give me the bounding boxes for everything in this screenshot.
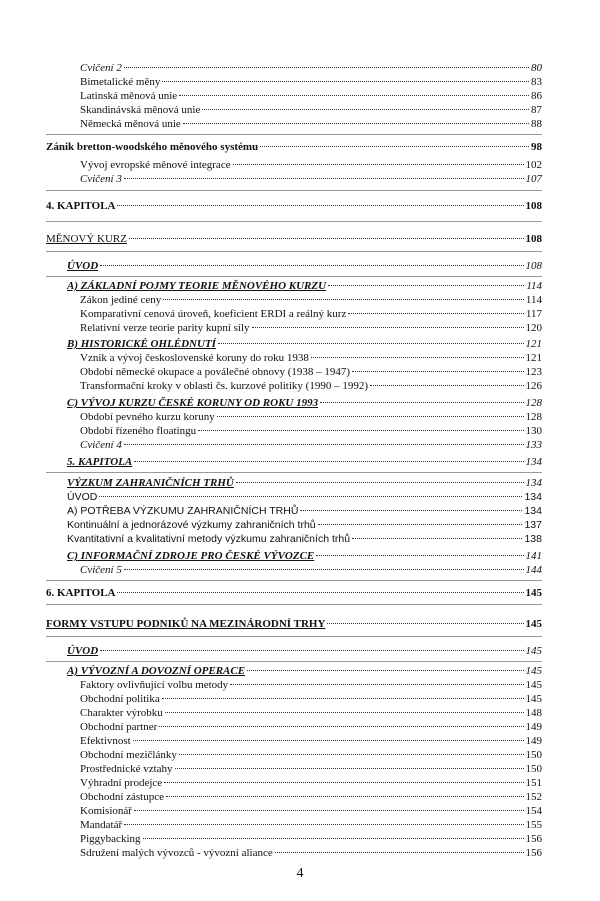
toc-entry [80,158,542,172]
dot-leader [124,444,524,445]
toc-entry [80,804,542,818]
toc-entry-page: 133 [525,439,542,451]
toc-entry-label: Cvičení 4 [80,439,122,451]
toc-entry [80,846,542,860]
dot-leader [165,712,524,713]
toc-entry-label: Charakter výrobku [80,707,163,719]
toc-entry-page: 152 [525,791,542,803]
toc-entry [46,617,542,631]
toc-entry-label: Německá měnová unie [80,118,181,130]
toc-entry [80,172,542,186]
toc-entry [80,776,542,790]
toc-entry-label: Komisionář [80,805,132,817]
toc-entry-label: 5. KAPITOLA [67,456,133,468]
toc-entry [80,351,542,365]
dot-leader [260,146,529,147]
toc-entry-page: 148 [525,707,542,719]
toc-entry [67,455,542,469]
toc-entry [67,504,542,518]
toc-entry-page: 123 [525,366,542,378]
toc-entry-label: Sdružení malých vývozců - vývozní aliance [80,847,273,859]
toc-entry-page: 149 [525,721,542,733]
toc-entry [67,532,542,546]
toc-entry-page: 134 [525,456,542,468]
toc-entry-label: Kontinuální a jednorázové výzkumy zahraničních trhů [67,519,316,531]
toc-entry [67,259,542,273]
toc-entry-page: 87 [531,104,542,116]
section-divider [46,251,542,252]
dot-leader [370,385,524,386]
toc-entry [80,61,542,75]
toc-entry-label: Obchodní mezičlánky [80,749,177,761]
dot-leader [179,95,529,96]
dot-leader [233,164,524,165]
toc-entry [67,490,542,504]
toc-entry-label: Skandinávská měnová unie [80,104,201,116]
toc-entry-page: 80 [531,62,542,74]
toc-entry [80,307,542,321]
section-divider [46,472,542,473]
toc-entry [80,438,542,452]
dot-leader [352,538,522,539]
dot-leader [247,670,523,671]
toc-entry-label: A) ZÁKLADNÍ POJMY TEORIE MĚNOVÉHO KURZU [67,280,327,292]
toc-entry-page: 107 [525,173,542,185]
toc-entry [80,720,542,734]
dot-leader [275,852,524,853]
toc-entry [80,762,542,776]
toc-entry [80,89,542,103]
toc-entry-page: 108 [525,233,542,245]
dot-leader [134,461,523,462]
toc-entry-page: 145 [525,679,542,691]
dot-leader [163,299,524,300]
toc-entry-page: 155 [525,819,542,831]
toc-entry-page: 102 [525,159,542,171]
toc-entry-page: 156 [525,833,542,845]
toc-entry [46,586,542,600]
dot-leader [175,768,524,769]
dot-leader [124,67,529,68]
dot-leader [230,684,523,685]
dot-leader [117,205,523,206]
toc-entry-label: ÚVOD [67,645,99,657]
dot-leader [352,371,523,372]
toc-entry-page: 145 [525,645,542,657]
dot-leader [162,81,529,82]
toc-entry-page: 144 [525,564,542,576]
toc-entry-label: Cvičení 2 [80,62,122,74]
dot-leader [117,592,523,593]
toc-entry [67,396,542,410]
toc-entry-label: Období řízeného floatingu [80,425,197,437]
toc-entry [67,337,542,351]
toc-entry-label: ÚVOD [67,260,99,272]
dot-leader [202,109,529,110]
dot-leader [183,123,529,124]
toc-entry-label: B) HISTORICKÉ OHLÉDNUTÍ [67,338,216,350]
dot-leader [328,285,524,286]
section-divider [46,604,542,605]
section-divider [46,221,542,222]
toc-entry-label: Vznik a vývoj československé koruny do roku 1938 [80,352,309,364]
toc-entry-page: 83 [531,76,542,88]
dot-leader [166,796,524,797]
toc-entry-page: 134 [524,491,542,503]
toc-entry-label: Relativní verze teorie parity kupní síly [80,322,250,334]
toc-entry-page: 134 [524,505,542,517]
toc-entry-page: 149 [525,735,542,747]
dot-leader [198,430,523,431]
toc-entry [67,518,542,532]
toc-entry-page: 145 [525,693,542,705]
toc-entry [80,365,542,379]
toc-entry-label: Kvantitativní a kvalitativní metody výzkumu zahraničních trhů [67,533,351,545]
toc-entry-label: 6. KAPITOLA [46,587,116,599]
toc-entry [80,790,542,804]
toc-entry-label: Vývoj evropské měnové integrace [80,159,231,171]
toc-entry-label: Latinská měnová unie [80,90,178,102]
toc-entry [80,410,542,424]
toc-entry-page: 130 [525,425,542,437]
section-divider [46,636,542,637]
toc-entry-page: 121 [525,338,542,350]
section-divider [46,190,542,191]
toc-entry [80,75,542,89]
dot-leader [164,782,523,783]
toc-entry [67,549,542,563]
dot-leader [134,810,524,811]
toc-entry-page: 137 [524,519,542,531]
toc-entry-page: 108 [525,260,542,272]
toc-entry [67,644,542,658]
toc-entry-label: Faktory ovlivňující volbu metody [80,679,229,691]
toc-entry-label: Efektivnost [80,735,131,747]
toc-entry [80,706,542,720]
toc-entry-page: 138 [524,533,542,545]
toc-entry [80,832,542,846]
toc-entry [80,734,542,748]
dot-leader [162,698,524,699]
dot-leader [218,343,524,344]
toc-entry [80,379,542,393]
dot-leader [124,569,524,570]
toc-entry [67,476,542,490]
toc-entry [46,199,542,213]
toc-entry-label: Transformační kroky v oblasti čs. kurzové politiky (1990 – 1992) [80,380,368,392]
toc-entry-page: 145 [525,665,542,677]
toc-entry [67,664,542,678]
dot-leader [311,357,524,358]
toc-entry [80,563,542,577]
toc-entry-page: 98 [531,141,542,153]
toc-entry-page: 128 [525,397,542,409]
toc-entry [80,692,542,706]
toc-entry-label: ÚVOD [67,491,98,503]
toc-entry-page: 117 [525,308,542,320]
toc-entry-label: C) INFORMAČNÍ ZDROJE PRO ČESKÉ VÝVOZCE [67,550,315,562]
dot-leader [316,555,523,556]
toc-entry-page: 141 [525,550,542,562]
dot-leader [159,726,523,727]
dot-leader [100,265,523,266]
dot-leader [327,623,523,624]
toc-entry-page: 156 [525,847,542,859]
toc-entry-label: A) VÝVOZNÍ A DOVOZNÍ OPERACE [67,665,246,677]
dot-leader [143,838,524,839]
toc-entry-label: MĚNOVÝ KURZ [46,233,127,245]
toc-entry-page: 88 [531,118,542,130]
toc-entry [80,424,542,438]
toc-entry-label: Období pevného kurzu koruny [80,411,215,423]
page-number: 4 [296,866,304,881]
toc-entry-page: 151 [525,777,542,789]
dot-leader [133,740,524,741]
toc-entry [46,232,542,246]
toc-entry [46,140,542,154]
dot-leader [348,313,524,314]
section-divider [46,276,542,277]
toc-entry [80,103,542,117]
toc-entry-label: Zánik bretton-woodského měnového systému [46,141,259,153]
toc-entry-page: 150 [525,749,542,761]
toc-entry-page: 128 [525,411,542,423]
toc-entry-page: 145 [525,618,542,630]
toc-entry-label: A) POTŘEBA VÝZKUMU ZAHRANIČNÍCH TRHŮ [67,505,299,517]
dot-leader [99,496,522,497]
toc-entry [80,678,542,692]
toc-entry-page: 86 [531,90,542,102]
toc-entry-label: Komparativní cenová úroveň, koeficient ERDI a reálný kurz [80,308,347,320]
dot-leader [124,178,524,179]
toc-entry-page: 114 [526,280,542,292]
dot-leader [252,327,524,328]
toc-entry-label: 4. KAPITOLA [46,200,116,212]
dot-leader [236,482,524,483]
toc-entry-label: Obchodní partner [80,721,158,733]
toc-entry [80,293,542,307]
toc-entry-page: 126 [525,380,542,392]
toc-entry-page: 114 [525,294,542,306]
section-divider [46,661,542,662]
dot-leader [100,650,523,651]
toc-entry-page: 150 [525,763,542,775]
toc-entry-label: Bimetalické měny [80,76,161,88]
toc-entry-label: Mandatář [80,819,123,831]
dot-leader [217,416,524,417]
toc-entry [80,117,542,131]
toc-entry-page: 145 [525,587,542,599]
toc-entry [80,748,542,762]
toc-entry-label: FORMY VSTUPU PODNIKŮ NA MEZINÁRODNÍ TRHY [46,618,326,630]
toc-entry-label: Obchodní zástupce [80,791,164,803]
toc-entry-page: 134 [525,477,542,489]
toc-entry-label: Piggybacking [80,833,141,845]
toc-entry-label: Prostřednické vztahy [80,763,173,775]
toc-entry-label: Obchodní politika [80,693,160,705]
dot-leader [300,510,522,511]
section-divider [46,134,542,135]
toc-entry-page: 120 [525,322,542,334]
toc-entry-page: 108 [525,200,542,212]
toc-entry-label: Zákon jediné ceny [80,294,162,306]
dot-leader [129,238,524,239]
toc-entry-label: Výhradní prodejce [80,777,163,789]
dot-leader [318,524,523,525]
toc-entry [80,818,542,832]
toc-entry-label: Cvičení 5 [80,564,122,576]
toc-entry-page: 154 [525,805,542,817]
dot-leader [320,402,523,403]
toc-entry [67,279,542,293]
toc-entry-label: C) VÝVOJ KURZU ČESKÉ KORUNY OD ROKU 1993 [67,397,319,409]
toc-entry-page: 121 [525,352,542,364]
dot-leader [124,824,523,825]
toc-entry-label: Cvičení 3 [80,173,122,185]
toc-entry-label: Období německé okupace a poválečné obnovy (1938 – 1947) [80,366,351,378]
toc-entry [80,321,542,335]
dot-leader [179,754,524,755]
toc-entry-label: VÝZKUM ZAHRANIČNÍCH TRHŮ [67,477,234,489]
section-divider [46,580,542,581]
